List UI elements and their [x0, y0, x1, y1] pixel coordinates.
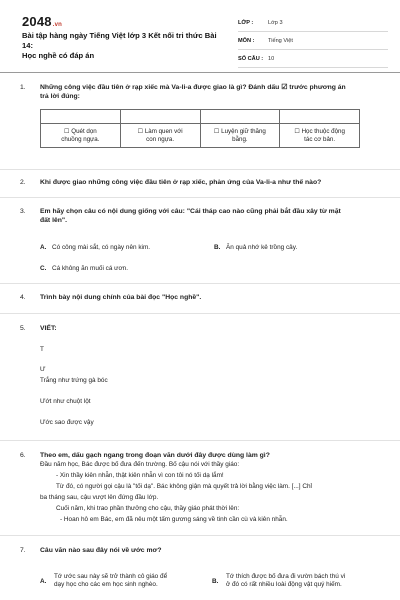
writing-line: Ướt như chuột lột	[40, 398, 91, 405]
option-label: A.	[40, 244, 47, 251]
question-text-line: trả lời đúng:	[40, 93, 80, 100]
grid-blank-row	[41, 110, 360, 124]
meta-key: MÔN :	[238, 38, 255, 44]
passage-line: ba tháng sau, cậu vượt lên đứng đầu lớp.	[40, 494, 159, 501]
writing-line: Ư	[40, 366, 46, 373]
meta-table	[238, 14, 388, 68]
passage-line: Đầu năm học, Bác được bố đưa đến trường. Bố cậu nói với thầy giáo:	[40, 461, 240, 468]
option-line: Tớ thích được bố đưa đi vườn bách thú vì	[226, 573, 346, 580]
option-line: Tớ ước sau này sẽ trở thành cô giáo để	[54, 573, 168, 580]
question-1	[20, 83, 382, 101]
question-number: 7.	[20, 547, 26, 554]
option-label: B.	[212, 578, 219, 585]
meta-key: SỐ CÂU :	[238, 56, 264, 62]
question-3	[20, 207, 382, 225]
option-line: chuồng ngựa.	[61, 135, 100, 143]
passage-line: Cuối năm, khi trao phần thưởng cho cậu, thầy giáo phát thời lên:	[56, 505, 240, 512]
passage-line: - Xin thầy kiên nhẫn, thật kiên nhẫn vì con tôi nó tối dạ lắm!	[56, 472, 224, 479]
meta-row-class	[238, 14, 388, 32]
question-2	[20, 178, 382, 187]
checkbox-option[interactable]	[200, 124, 280, 148]
option-a[interactable]	[40, 573, 167, 589]
document-title-line2: Học nghề có đáp án	[22, 51, 95, 60]
document-title-line1: Bài tập hàng ngày Tiếng Việt lớp 3 Kết nối tri thức Bài 14:	[22, 31, 217, 50]
meta-row-subject	[238, 32, 388, 50]
question-text: Trình bày nội dung chính của bài đọc "Học nghề".	[40, 294, 202, 301]
writing-line: Trắng như trứng gà bóc	[40, 377, 108, 384]
checkbox-option[interactable]	[280, 124, 360, 148]
option-text: Có công mài sắt, có ngày nên kim.	[52, 244, 151, 251]
writing-line: Ước sao được vậy	[40, 419, 94, 426]
checkbox-option[interactable]	[41, 124, 121, 148]
passage-line: Từ đó, có người gọi cậu là "tối dạ". Bác không giận mà quyết trả lời bằng việc làm. [...] Chỉ	[56, 483, 312, 490]
checkbox-option[interactable]	[120, 124, 200, 148]
meta-value: Tiếng Việt	[268, 38, 293, 44]
option-label: A.	[40, 578, 47, 585]
question-number: 3.	[20, 208, 26, 215]
answer-grid	[40, 109, 360, 148]
question-text: Theo em, dấu gạch ngang trong đoạn văn dưới đây được dùng làm gì?	[40, 452, 270, 459]
question-divider	[0, 283, 400, 284]
question-number: 2.	[20, 179, 26, 186]
option-line: ☐ Học thuộc động	[294, 127, 345, 135]
option-line: tác cơ bản.	[304, 135, 336, 143]
question-number: 1.	[20, 84, 26, 91]
question-text-line: đất lên".	[40, 217, 68, 224]
question-7	[20, 546, 382, 555]
site-logo[interactable]	[22, 14, 62, 29]
meta-key: LỚP :	[238, 20, 254, 26]
option-label: C.	[40, 265, 47, 272]
question-4	[20, 293, 382, 302]
question-number: 5.	[20, 325, 26, 332]
writing-line: T	[40, 346, 44, 353]
option-c[interactable]	[40, 265, 128, 273]
question-text: Khi được giao những công việc đầu tiên ở rạp xiếc, phản ứng của Va-li-a như thế nào?	[40, 179, 322, 186]
option-label: B.	[214, 244, 221, 251]
question-5	[20, 324, 382, 333]
question-number: 4.	[20, 294, 26, 301]
question-6	[20, 451, 382, 460]
meta-value: 10	[268, 56, 275, 62]
question-list	[0, 73, 400, 600]
question-text: VIẾT:	[40, 325, 57, 332]
meta-value: Lớp 3	[268, 20, 283, 26]
passage-line: - Hoan hô em Bác, em đã nêu một tấm gương sáng về tinh cần cù và kiên nhẫn.	[60, 516, 288, 523]
document-title	[22, 31, 227, 61]
document-header	[10, 10, 390, 72]
option-a[interactable]	[40, 244, 150, 252]
question-divider	[0, 440, 400, 441]
option-line: con ngựa.	[146, 135, 175, 143]
option-line: bằng.	[232, 135, 248, 143]
option-text	[226, 573, 346, 589]
question-text	[40, 83, 382, 101]
option-line: dạy học cho các em học sinh nghèo.	[54, 581, 158, 588]
question-text	[40, 207, 382, 225]
meta-row-count	[238, 50, 388, 68]
question-text-line: Em hãy chọn câu có nội dung giống với câu: "Cái tháp cao nào cũng phải bắt đầu xây từ mặt	[40, 208, 341, 215]
question-divider	[0, 535, 400, 536]
logo-suffix: .vn	[52, 22, 63, 28]
option-line: ☐ Quét dọn	[64, 127, 97, 135]
option-text	[54, 573, 167, 589]
question-divider	[0, 313, 400, 314]
option-text: Cá không ăn muối cá ươn.	[52, 265, 128, 272]
option-b[interactable]	[214, 244, 297, 252]
question-divider	[0, 169, 400, 170]
question-text: Câu văn nào sau đây nói về ước mơ?	[40, 547, 162, 554]
logo-text: 2048	[22, 14, 52, 29]
question-text-line: Những công việc đầu tiên ở rạp xiếc mà Va-li-a được giao là gì? Đánh dấu ☑ trước phương án	[40, 84, 346, 91]
option-text: Ăn quả nhớ kẻ trồng cây.	[226, 244, 298, 251]
option-line: ☐ Làm quen với	[137, 127, 183, 135]
question-divider	[0, 197, 400, 198]
option-line: ☐ Luyện giữ thăng	[213, 127, 266, 135]
question-number: 6.	[20, 452, 26, 459]
option-line: ở đó có rất nhiều loài động vật quý hiếm.	[226, 581, 342, 588]
grid-option-row	[41, 124, 360, 148]
option-b[interactable]	[212, 573, 346, 589]
